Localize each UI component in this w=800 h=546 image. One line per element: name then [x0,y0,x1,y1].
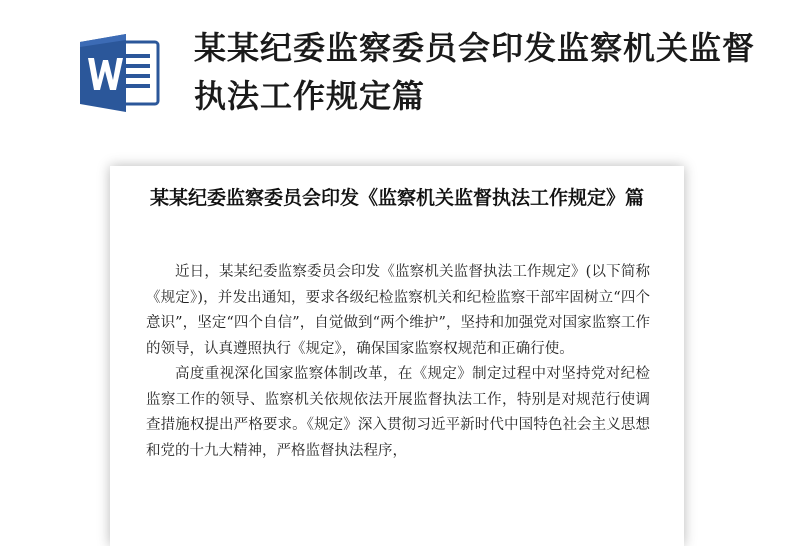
paragraph-2: 高度重视深化国家监察体制改革，在《规定》制定过程中对坚持党对纪检监察工作的领导、监察机关依规依法开展监督执法工作，特别是对规范行使调查措施权提出严格要求。《规定》深入贯彻习近平新时代中国特色社会主义思想和党的十九大精神，严格监督执法程序， [146,366,650,459]
word-doc-icon [76,30,162,116]
header-band [0,0,800,140]
document-page [110,166,684,546]
document-body [146,260,650,464]
page-title: 某某纪委监察委员会印发监察机关监督执法工作规定篇 [194,29,756,115]
document-title: 某某纪委监察委员会印发《监察机关监督执法工作规定》篇 [149,187,644,209]
paragraph-1: 近日，某某纪委监察委员会印发《监察机关监督执法工作规定》(以下简称《规定》)，并发出通知，要求各级纪检监察机关和纪检监察干部牢固树立“四个意识”，坚定“四个自信”，自觉做到“两个维护”，坚持和加强党对国家监察工作的领导，认真遵照执行《规定》，确保国家监察权规范和正确行使。 [146,264,650,357]
